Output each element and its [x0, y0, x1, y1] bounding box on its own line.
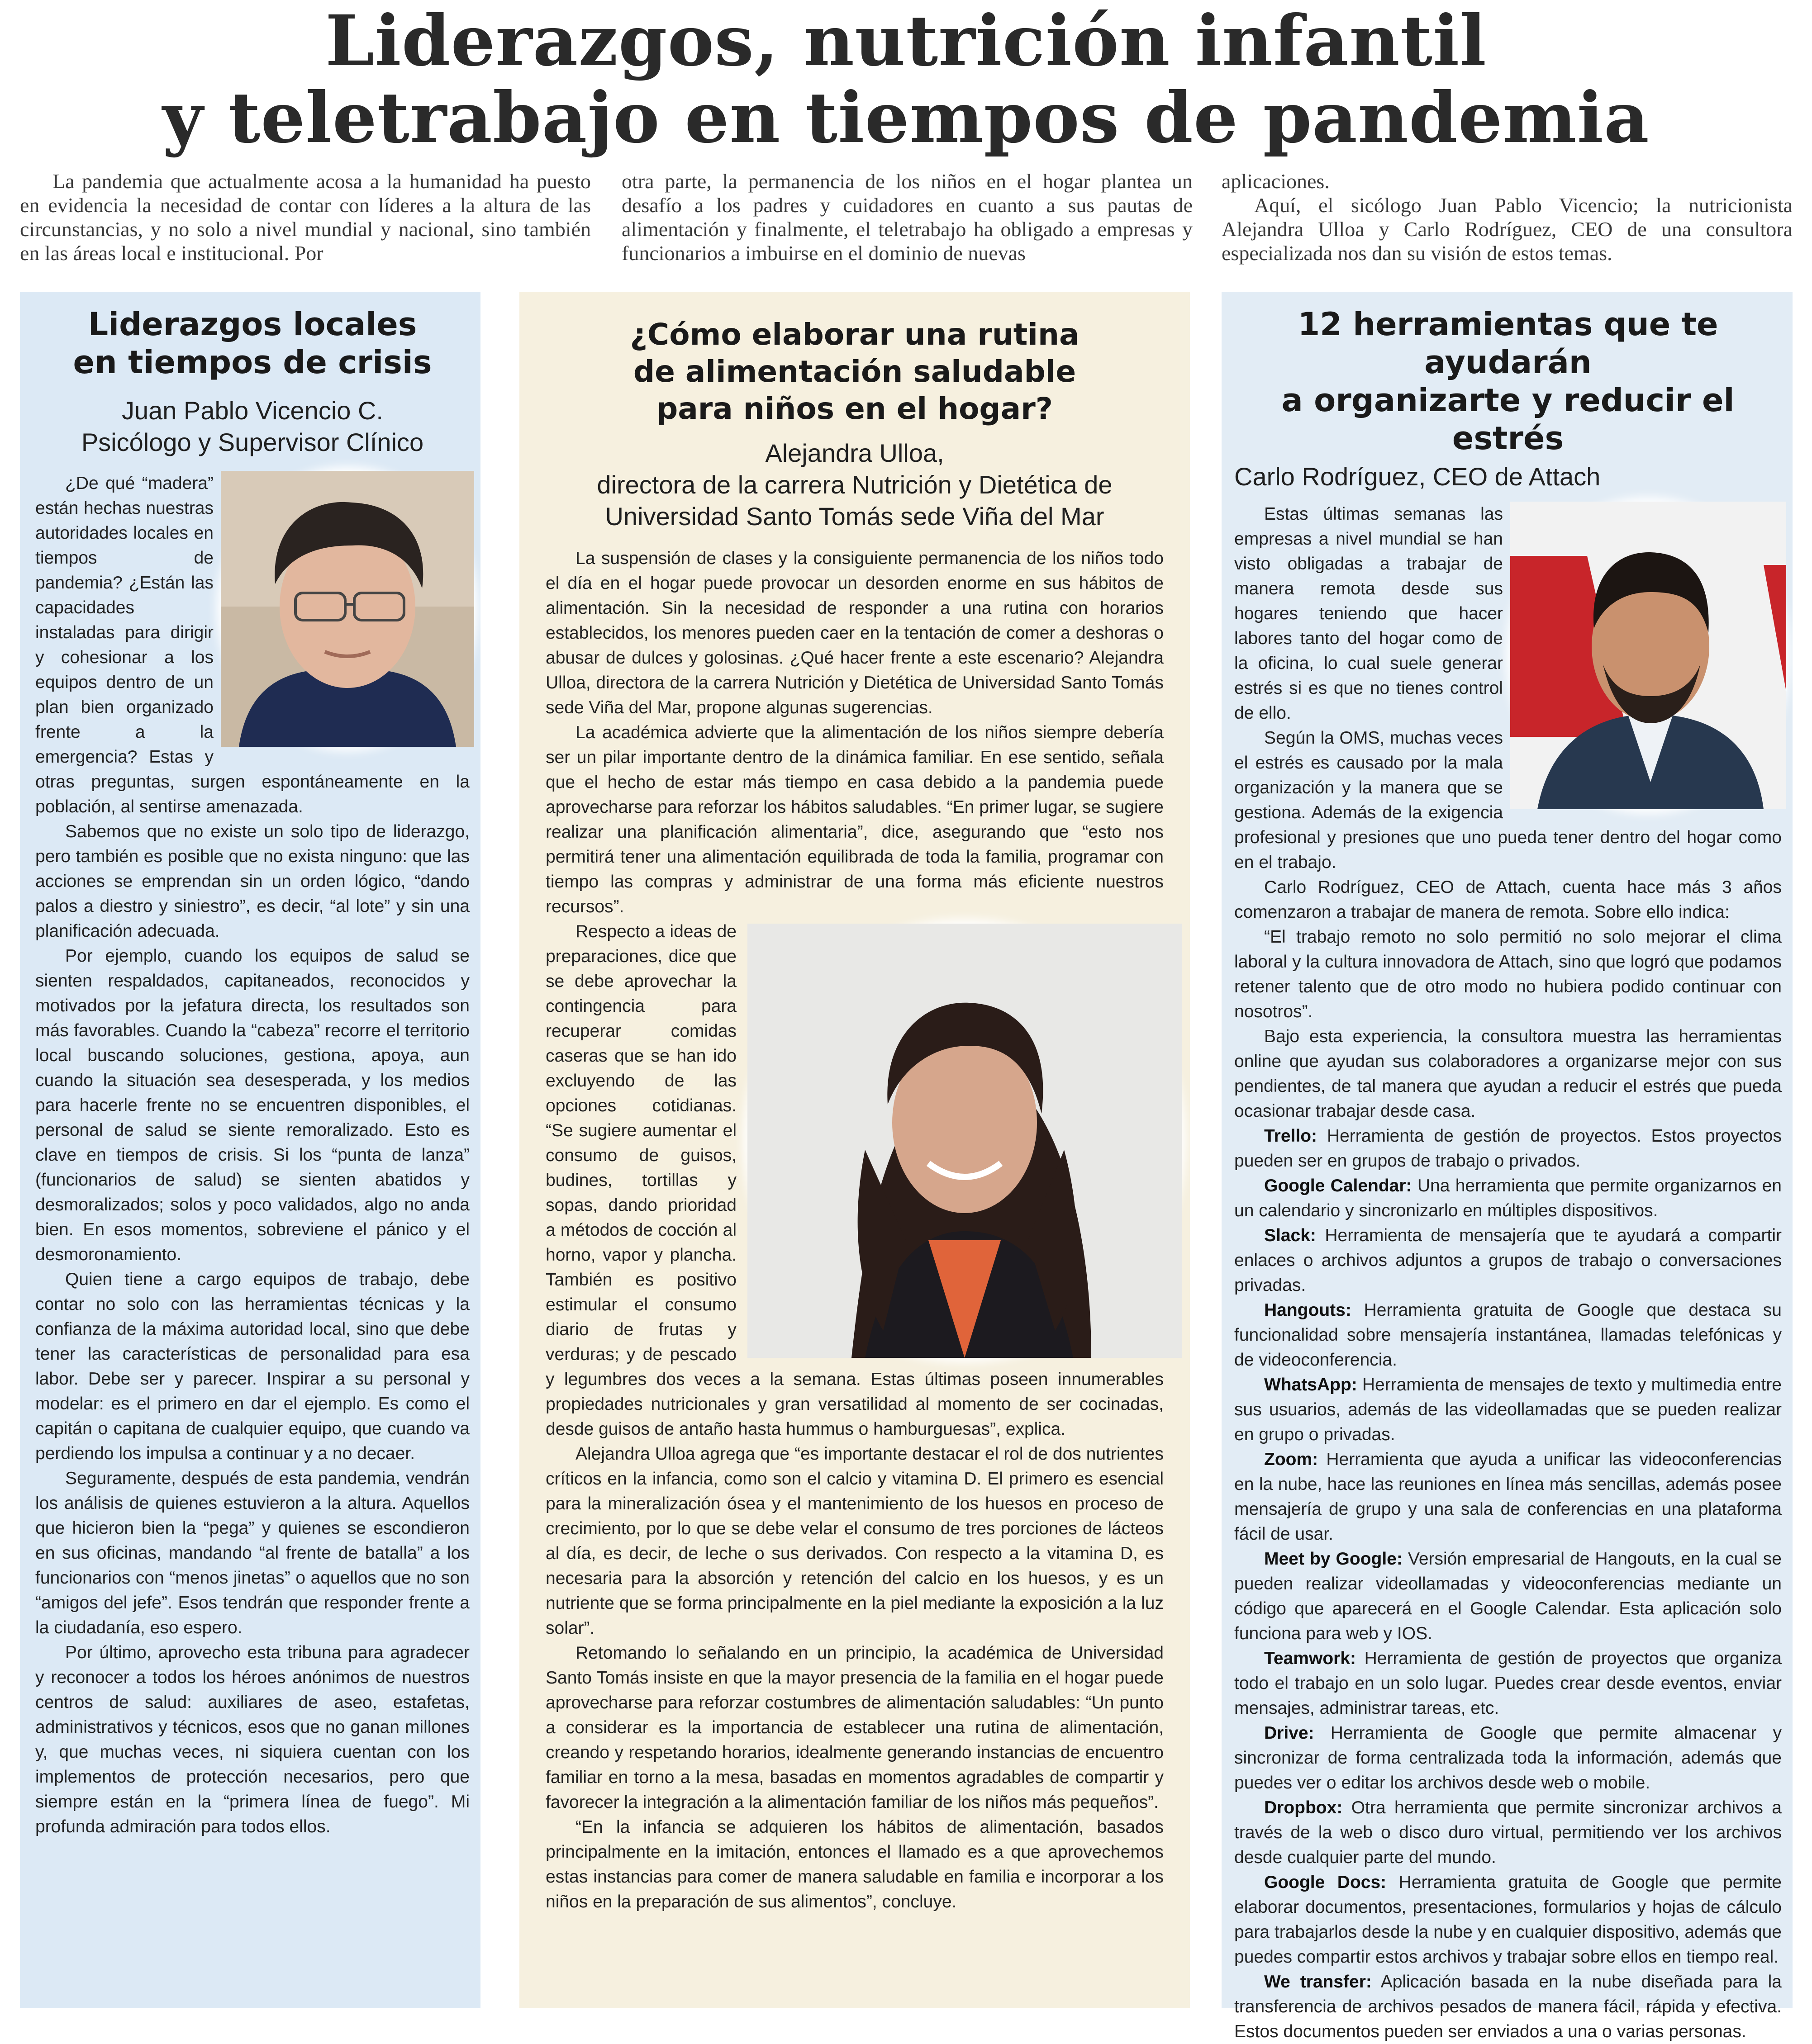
- article-paragraph: La académica advierte que la alimentación de los niños siempre debería ser un pilar importante dentro de la dinámica familiar. En ese sentido, señala que el hecho de estar más tiempo en casa debido a la pandemia puede aprovecharse para reforzar los hábitos saludables. “En primer lugar, se sugiere realizar una planificación alimentaria”, dice, asegurando que “esto nos permitirá tener una alimentación equilibrada de toda la familia, programar con tiempo las compras y administrar de una forma más eficiente nuestros recursos”.: [546, 723, 1164, 916]
- article-title-line: Liderazgos locales: [88, 306, 417, 343]
- tool-name: Google Calendar:: [1264, 1176, 1412, 1195]
- tool-description: Aplicación basada en la nube diseñada para la transferencia de archivos pesados de manera fácil, rápida y efectiva. Estos documentos pueden ser enviados a una o varias personas.: [1234, 1972, 1782, 2041]
- author-role: Universidad Santo Tomás sede Viña del Mar: [605, 502, 1104, 531]
- tool-description: Otra herramienta que permite sincronizar archivos a través de la web o disco duro virtual, permitiendo ver los archivos desde cualquier parte del mundo.: [1234, 1798, 1782, 1867]
- article-title-line: en tiempos de crisis: [73, 344, 432, 381]
- article-paragraph: Estas últimas semanas las empresas a nivel mundial se han visto obligadas a trabajar de manera remota desde sus hogares teniendo que hacer labores tanto del hogar como de la oficina, lo cual suele generar estrés si es que no tienes control de ello.: [1234, 504, 1503, 723]
- tool-name: Zoom:: [1264, 1450, 1318, 1469]
- tool-description: Una herramienta que permite organizarnos en un calendario y sincronizarlo en múltiples dispositivos.: [1234, 1176, 1782, 1220]
- tool-description: Herramienta de Google que permite almacenar y sincronizar de forma centralizada toda la información, además que puedes ver o editar los archivos desde web o mobile.: [1234, 1723, 1782, 1793]
- article-body: [1234, 502, 1782, 2044]
- author-role: directora de la carrera Nutrición y Dietética de: [597, 470, 1113, 499]
- tool-name: Trello:: [1264, 1126, 1317, 1146]
- author-name: Alejandra Ulloa,: [765, 439, 944, 467]
- article-paragraph: Bajo esta experiencia, la consultora muestra las herramientas online que ayudan sus colaboradores a organizarse mejor con sus pendientes, de tal manera que ayudan a reducir el estrés que pueda ocasionar trabajar desde casa.: [1234, 1027, 1782, 1121]
- tool-name: Slack:: [1264, 1226, 1316, 1245]
- article-paragraph: Sabemos que no existe un solo tipo de liderazgo, pero también es posible que no exista ninguno: que las acciones se emprendan sin un orden lógico, “dando palos a diestro y siniestro”, es decir, “al lote” y sin una planificación adecuada.: [35, 822, 470, 941]
- tool-item: [1234, 1173, 1782, 1223]
- tool-name: WhatsApp:: [1264, 1375, 1357, 1394]
- article-paragraph: Carlo Rodríguez, CEO de Attach, cuenta hace más 3 años comenzaron a trabajar de manera de remota. Sobre ello indica:: [1234, 877, 1782, 922]
- article-paragraph: Respecto a ideas de preparaciones, dice que se debe aprovechar la contingencia para recuperar comidas caseras que se han ido excluyendo de las opciones cotidianas. “Se sugiere aumentar el consumo de guisos, budines, tortillas y sopas, dando prioridad a métodos de cocción al horno, vapor y plancha. También es positivo estimular el consumo diario de frutas y verduras; y de pescado y legumbres dos veces a la semana. Estas últimas poseen innumerables propiedades nutricionales y gran versatilidad al momento de ser cocinadas, desde guisos de antaño hasta hummus o hamburguesas”, explica.: [546, 922, 1164, 1439]
- article-body: [35, 471, 470, 1839]
- author-photo-image: [747, 924, 1182, 1358]
- tool-item: [1234, 1546, 1782, 1646]
- tool-name: Google Docs:: [1264, 1873, 1387, 1892]
- headline-line-1: Liderazgos, nutrición infantil: [325, 0, 1487, 82]
- author-photo-image: [221, 471, 474, 747]
- article-paragraph: Alejandra Ulloa agrega que “es importante destacar el rol de dos nutrientes críticos en la infancia, como son el calcio y vitamina D. El primero es esencial para la mineralización ósea y el mantenimiento de los huesos en proceso de crecimiento, por lo que se debe velar el consumo de tres porciones de lácteos al día, es decir, de leche o sus derivados. Con respecto a la vitamina D, es necesaria para la absorción y retención del calcio en los huesos, y es un nutriente que se forma principalmente en la piel mediante la exposición a la luz solar”.: [546, 1444, 1164, 1638]
- author-role: Psicólogo y Supervisor Clínico: [81, 428, 424, 456]
- tool-item: [1234, 1969, 1782, 2044]
- article-paragraph: ¿De qué “madera” están hechas nuestras autoridades locales en tiempos de pandemia? ¿Están las capacidades instaladas para dirigir y cohesionar a los equipos dentro de un plan bien organizado frente a la emergencia? Estas y otras preguntas, surgen espontáneamente en la población, al sentirse amenazada.: [35, 474, 470, 816]
- tool-item: [1234, 1721, 1782, 1795]
- tool-description: Herramienta de mensajes de texto y multimedia entre sus usuarios, además de las videollamadas que se pueden realizar en grupo o privadas.: [1234, 1375, 1782, 1444]
- tool-description: Versión empresarial de Hangouts, en la cual se pueden realizar videollamadas y videoconferencias mediante un código que aparecerá en el Google Calendar. Esta aplicación solo funciona para web y IOS.: [1234, 1549, 1782, 1643]
- tool-description: Herramienta de gestión de proyectos. Estos proyectos pueden ser en grupos de trabajo o privados.: [1234, 1126, 1782, 1171]
- article-paragraph: Seguramente, después de esta pandemia, vendrán los análisis de quienes estuvieron a la altura. Aquellos que hicieron bien la “pega” y quienes se escondieron en sus oficinas, mandando “al frente de batalla” a los funcionarios con “menos jinetas” o aquellos que no son “amigos del jefe”. Esos tendrán que responder frente a la ciudadanía, eso espero.: [35, 1469, 470, 1637]
- intro-paragraph: La pandemia que actualmente acosa a la humanidad ha puesto en evidencia la necesidad de contar con líderes a la altura de las circunstancias, y no solo a nivel mundial y nacional, sino también en las áreas local e institucional. Por: [20, 170, 591, 265]
- tool-item: [1234, 1372, 1782, 1447]
- tool-item: [1234, 1298, 1782, 1372]
- article-paragraph: Quien tiene a cargo equipos de trabajo, debe contar no solo con las herramientas técnicas y la confianza de la máxima autoridad local, sino que debe tener las características de personalidad para esa labor. Debe ser y parecer. Inspirar a su personal y modelar: es el primero en dar el ejemplo. Es como el capitán o capitana de cualquier equipo, que cuando va perdiendo los impulsa a continuar y a no decaer.: [35, 1270, 470, 1463]
- tool-item: [1234, 1223, 1782, 1298]
- intro-paragraph: aplicaciones.: [1222, 170, 1330, 193]
- article-paragraph: Por último, aprovecho esta tribuna para agradecer y reconocer a todos los héroes anónimos de nuestros centros de salud: auxiliares de aseo, estafetas, administrativos y técnicos, esos que no ganan millones y, que muchas veces, ni siquiera cuentan con los implementos de protección necesarios, pero que siempre están en la “primera línea de fuego”. Mi profunda admiración para todos ellos.: [35, 1643, 470, 1836]
- article-leadership: [20, 292, 480, 2008]
- author-photo-image: [1510, 502, 1786, 809]
- article-title-line: de alimentación saludable: [633, 354, 1076, 389]
- article-title-line: ¿Cómo elaborar una rutina: [630, 317, 1080, 352]
- tool-item: [1234, 1795, 1782, 1870]
- headline-line-2: y teletrabajo en tiempos de pandemia: [162, 77, 1650, 159]
- article-paragraph: Por ejemplo, cuando los equipos de salud se sienten respaldados, capitaneados, reconocidos y motivados por la jefatura directa, los resultados son más favorables. Cuando la “cabeza” recorre el territorio local buscando soluciones, gestiona, apoya, aun cuando la situación sea desesperada, y los medios para hacerle frente no se encuentren disponibles, el personal de salud se siente remoralizado. Esto es clave en tiempos de crisis. Si los “punta de lanza” (funcionarios de salud) se sienten abatidos y desmoralizados; solos y poco validados, algo no anda bien. En esos momentos, sobreviene el pánico y el desmoronamiento.: [35, 946, 470, 1264]
- author-byline: Carlo Rodríguez, CEO de Attach: [1234, 462, 1601, 491]
- article-title-line: a organizarte y reducir el estrés: [1281, 382, 1735, 457]
- tool-description: Herramienta de mensajería que te ayudará a compartir enlaces o archivos adjuntos a grupos de trabajo o conversaciones privadas.: [1234, 1226, 1782, 1295]
- article-title-line: para niños en el hogar?: [656, 391, 1053, 426]
- intro-paragraph: otra parte, la permanencia de los niños en el hogar plantea un desafío a los padres y cuidadores en cuanto a sus pautas de alimentación y finalmente, el teletrabajo ha obligado a empresas y funcionarios a imbuirse en el dominio de nuevas: [622, 170, 1193, 265]
- page-headline: [18, 0, 1794, 159]
- article-nutrition: [519, 292, 1190, 2008]
- article-paragraph: La suspensión de clases y la consiguiente permanencia de los niños todo el día en el hogar puede provocar un desorden enorme en sus hábitos de alimentación. Sin la necesidad de responder a una rutina con horarios establecidos, los menores pueden caer en la tentación de comer a deshoras o abusar de dulces y golosinas. ¿Qué hacer frente a este escenario? Alejandra Ulloa, directora de la carrera Nutrición y Dietética de Universidad Santo Tomás sede Viña del Mar, propone algunas sugerencias.: [546, 549, 1164, 717]
- article-paragraph: Según la OMS, muchas veces el estrés es causado por la mala organización y la manera que se gestiona. Además de la exigencia profesional y presiones que uno pueda tener dentro del hogar como en el trabajo.: [1234, 728, 1782, 872]
- tool-description: Herramienta que ayuda a unificar las videoconferencias en la nube, hace las reuniones en línea más sencillas, además posee mensajería de grupo y una sala de conferencias en una plataforma fácil de usar.: [1234, 1450, 1782, 1544]
- author-photo: [221, 471, 474, 747]
- article-title: [546, 316, 1164, 427]
- article-paragraph: Retomando lo señalando en un principio, la académica de Universidad Santo Tomás insiste en que la mayor presencia de la familia en el hogar puede aprovecharse para reforzar costumbres de alimentación saludables: “Un punto a considerar es la importancia de establecer una rutina de alimentación, creando y respetando horarios, idealmente generando instancias de encuentro familiar en torno a la mesa, basadas en momentos agradables de compartir y favorecer la integración a la alimentación familiar de los niños más pequeños”.: [546, 1643, 1164, 1812]
- article-paragraph: “En la infancia se adquieren los hábitos de alimentación, basados principalmente en la imitación, entonces el llamado es a que aprovechemos estas instancias para comer de manera saludable en familia e incorporar a los niños en la preparación de sus alimentos”, concluye.: [546, 1817, 1164, 1911]
- tool-name: We transfer:: [1264, 1972, 1372, 1992]
- intro-column-1: [20, 169, 591, 271]
- author-photo: [1510, 502, 1786, 809]
- article-body: [546, 546, 1164, 1914]
- intro-paragraph: Aquí, el sicólogo Juan Pablo Vicencio; la nutricionista Alejandra Ulloa y Carlo Rodríguez, CEO de una consultora especializada nos dan su visión de estos temas.: [1222, 194, 1793, 265]
- tool-description: Herramienta gratuita de Google que permite elaborar documentos, presentaciones, formularios y hojas de cálculo para trabajarlos desde la nube y en cualquier dispositivo, además que puedes compartir estos archivos y trabajar sobre ellos en tiempo real.: [1234, 1873, 1782, 1967]
- tool-name: Meet by Google:: [1264, 1549, 1403, 1569]
- tool-description: Herramienta de gestión de proyectos que organiza todo el trabajo en un solo lugar. Puedes crear desde eventos, enviar mensajes, administrar tareas, etc.: [1234, 1649, 1782, 1718]
- tool-item: [1234, 1646, 1782, 1721]
- intro-column-2: [622, 169, 1193, 271]
- intro-column-3: [1222, 169, 1793, 271]
- tool-name: Teamwork:: [1264, 1649, 1356, 1668]
- article-tools: [1222, 292, 1793, 2041]
- tool-name: Hangouts:: [1264, 1300, 1351, 1320]
- article-title: [35, 305, 470, 381]
- tool-item: [1234, 1447, 1782, 1546]
- tool-item: [1234, 1870, 1782, 1969]
- author-photo: [747, 924, 1182, 1358]
- author-name: Juan Pablo Vicencio C.: [122, 396, 383, 425]
- article-title-line: 12 herramientas que te ayudarán: [1298, 306, 1718, 381]
- tool-item: [1234, 1124, 1782, 1173]
- tool-name: Drive:: [1264, 1723, 1314, 1743]
- tool-name: Dropbox:: [1264, 1798, 1343, 1817]
- tool-description: Herramienta gratuita de Google que destaca su funcionalidad sobre mensajería instantánea, llamadas telefónicas y de videoconferencia.: [1234, 1300, 1782, 1370]
- article-paragraph: “El trabajo remoto no solo permitió no solo mejorar el clima laboral y la cultura innovadora de Attach, sino que logró que podamos retener talento que de otro modo no hubiera podido continuar con nosotros”.: [1234, 927, 1782, 1021]
- article-title: [1234, 305, 1782, 457]
